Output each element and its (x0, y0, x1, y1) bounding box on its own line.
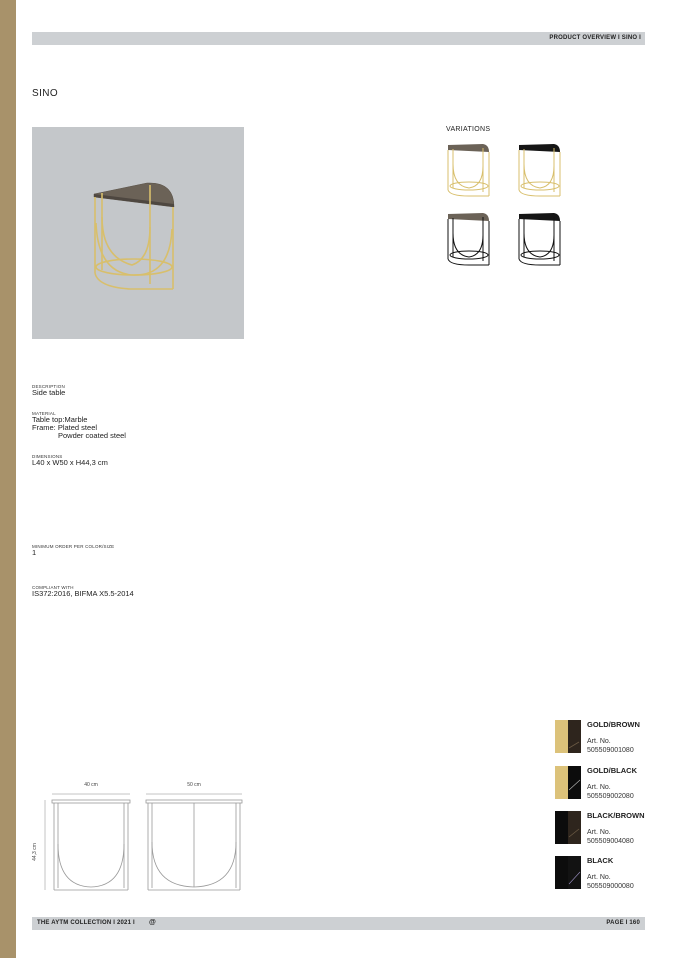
header-text: PRODUCT OVERVIEW I SINO I (549, 35, 641, 41)
footer-bar (32, 917, 645, 930)
swatch-image (555, 766, 581, 799)
spec-description (32, 384, 65, 397)
footer-logo-icon: @ (149, 919, 157, 926)
spec-value: L40 x W50 x H44,3 cm (32, 458, 108, 467)
swatch-art-no: Art. No. 505509002080 (587, 784, 634, 800)
swatch-image (555, 720, 581, 753)
spec-label: DIMENSIONS (32, 454, 63, 459)
variations-title: VARIATIONS (446, 126, 491, 133)
spec-value: Powder coated steel (58, 431, 126, 440)
spec-value: 1 (32, 548, 37, 557)
spec-label: MINIMUM ORDER PER COLOR/SIZE (32, 544, 115, 549)
variation-black (516, 211, 564, 267)
height-dimension-label: 44,3 cm (32, 843, 38, 861)
swatch-gold-black (555, 766, 665, 806)
spec-label: DESCRIPTION (32, 384, 65, 389)
spec-label: MATERIAL (32, 411, 56, 416)
spec-compliant (32, 585, 134, 598)
width-dimension-label: 40 cm (84, 782, 98, 788)
swatch-name: BLACK (587, 856, 614, 865)
spec-minimum-order (32, 544, 114, 557)
swatch-art-no: Art. No. 505509004080 (587, 829, 634, 845)
variation-gold-black (516, 142, 564, 198)
spec-label: COMPLIANT WITH (32, 585, 74, 590)
swatch-image (555, 811, 581, 844)
swatch-black (555, 856, 665, 896)
sidebar-stripe (0, 0, 16, 958)
swatch-art-no: Art. No. 505509000080 (587, 874, 634, 890)
header-bar (32, 32, 645, 45)
footer-page-number: PAGE I 160 (606, 920, 640, 926)
variation-gold-brown (445, 142, 493, 198)
swatch-image (555, 856, 581, 889)
spec-value: IS372:2016, BIFMA X5.5-2014 (32, 589, 134, 598)
product-image (32, 127, 244, 339)
spec-value: Frame: Plated steel (32, 423, 98, 432)
spec-material (32, 411, 126, 440)
front-view (52, 800, 130, 890)
spec-value: Side table (32, 388, 66, 397)
swatch-name: BLACK/BROWN (587, 811, 645, 820)
spec-value: Table top:Marble (32, 415, 88, 424)
swatch-name: GOLD/BROWN (587, 720, 640, 729)
side-table-gold-brown-illustration (32, 127, 244, 339)
swatch-gold-brown (555, 720, 665, 760)
spec-dimensions (32, 454, 108, 467)
depth-dimension-label: 50 cm (187, 782, 201, 788)
swatch-name: GOLD/BLACK (587, 766, 637, 775)
page-title: SINO (32, 88, 59, 99)
technical-drawing (28, 776, 248, 894)
swatch-black-brown (555, 811, 665, 851)
swatch-art-no: Art. No. 505509001080 (587, 738, 634, 754)
footer-collection-text: THE AYTM COLLECTION I 2021 I (37, 920, 135, 926)
variation-black-brown (445, 211, 493, 267)
side-view (146, 800, 242, 890)
